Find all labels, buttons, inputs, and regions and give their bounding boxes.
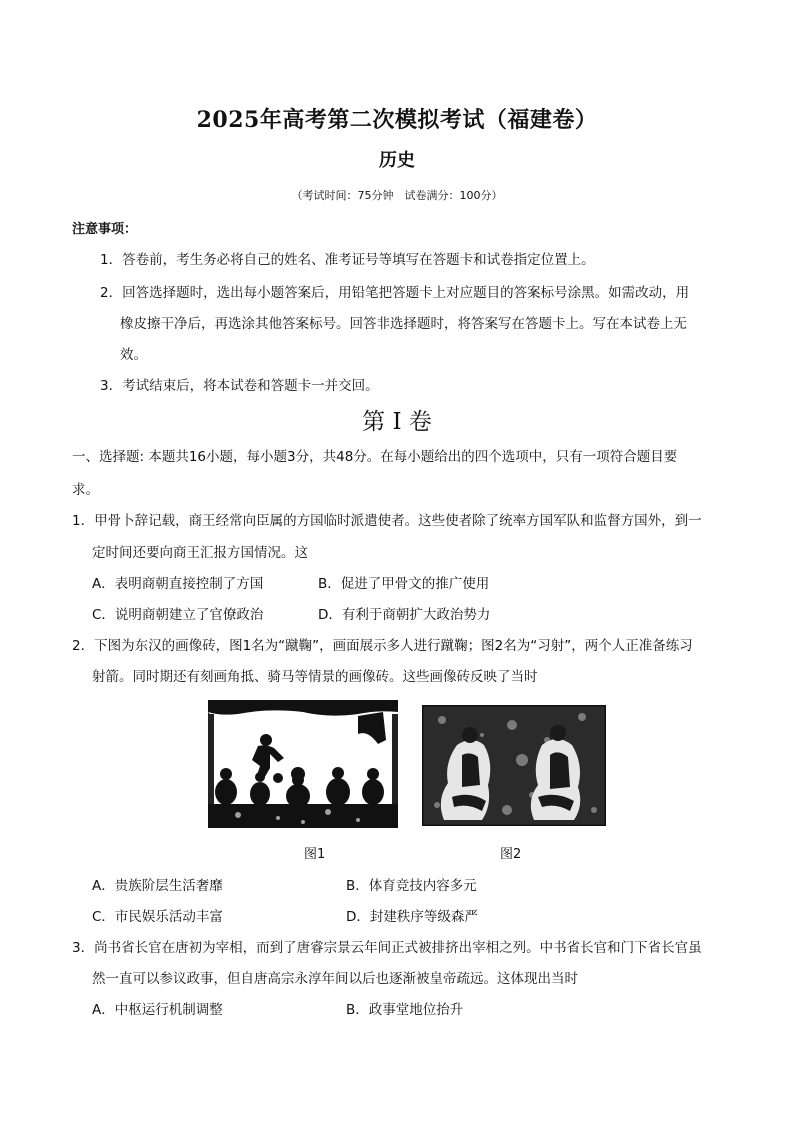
question-1-stem-continued: 定时间还要向商王汇报方国情况。这 (92, 545, 308, 561)
question-3-option-b: B．政事堂地位抬升 (346, 1002, 464, 1018)
figure-2-caption: 图2 (500, 847, 522, 862)
question-3-option-a: A．中枢运行机制调整 (92, 1002, 223, 1018)
note-item-continued: 效。 (120, 347, 147, 363)
question-2-stem-continued: 射箭。同时期还有刻画角抵、骑马等情景的画像砖。这些画像砖反映了当时 (92, 669, 538, 685)
figure-1-caption: 图1 (304, 847, 326, 862)
question-1-stem: 1．甲骨卜辞记载，商王经常向臣属的方国临时派遣使者。这些使者除了统率方国军队和监督方国外，到一 (72, 513, 702, 529)
subject-title: 历史 (379, 150, 415, 171)
exam-title: 2025年高考第二次模拟考试（福建卷） (196, 107, 598, 133)
note-item: 1．答卷前，考生务必将自己的姓名、准考证号等填写在答题卡和试卷指定位置上。 (100, 252, 595, 268)
section-intro: 一、选择题: 本题共16小题，每小题3分，共48分。在每小题给出的四个选项中，只有一项符合题目要 (72, 449, 678, 465)
note-item: 2．回答选择题时，选出每小题答案后，用铅笔把答题卡上对应题目的答案标号涂黑。如需改动，用 (100, 285, 690, 301)
section-title: 第 I 卷 (362, 409, 432, 435)
question-1-option-d: D．有利于商朝扩大政治势力 (318, 607, 491, 623)
question-1-option-c: C．说明商朝建立了官僚政治 (92, 607, 264, 623)
note-item: 3．考试结束后，将本试卷和答题卡一并交回。 (100, 378, 379, 394)
notes-heading: 注意事项： (72, 222, 138, 237)
question-1-option-b: B．促进了甲骨文的推广使用 (318, 576, 490, 592)
question-3-stem: 3．尚书省长官在唐初为宰相，而到了唐睿宗景云年间正式被排挤出宰相之列。中书省长官和门下省长官虽 (72, 940, 702, 956)
figure-1-cuju-image (208, 700, 398, 828)
question-3-stem-continued: 然一直可以参议政事，但自唐高宗永淳年间以后也逐渐被皇帝疏远。这体现出当时 (92, 971, 578, 987)
figure-2-archery-image (422, 705, 606, 826)
question-2-option-b: B．体育竞技内容多元 (346, 878, 477, 894)
exam-time-info: （考试时间：75分钟 试卷满分：100分） (291, 189, 503, 202)
question-2-option-d: D．封建秩序等级森严 (346, 909, 478, 925)
question-1-option-a: A．表明商朝直接控制了方国 (92, 576, 264, 592)
question-2-option-c: C．市民娱乐活动丰富 (92, 909, 223, 925)
question-2-option-a: A．贵族阶层生活奢靡 (92, 878, 223, 894)
note-item-continued: 橡皮擦干净后，再选涂其他答案标号。回答非选择题时，将答案写在答题卡上。写在本试卷上无 (120, 316, 687, 332)
section-intro-continued: 求。 (72, 482, 99, 498)
question-2-stem: 2．下图为东汉的画像砖，图1名为“蹴鞠”，画面展示多人进行蹴鞠；图2名为“习射”，两个人正准备练习 (72, 638, 693, 654)
